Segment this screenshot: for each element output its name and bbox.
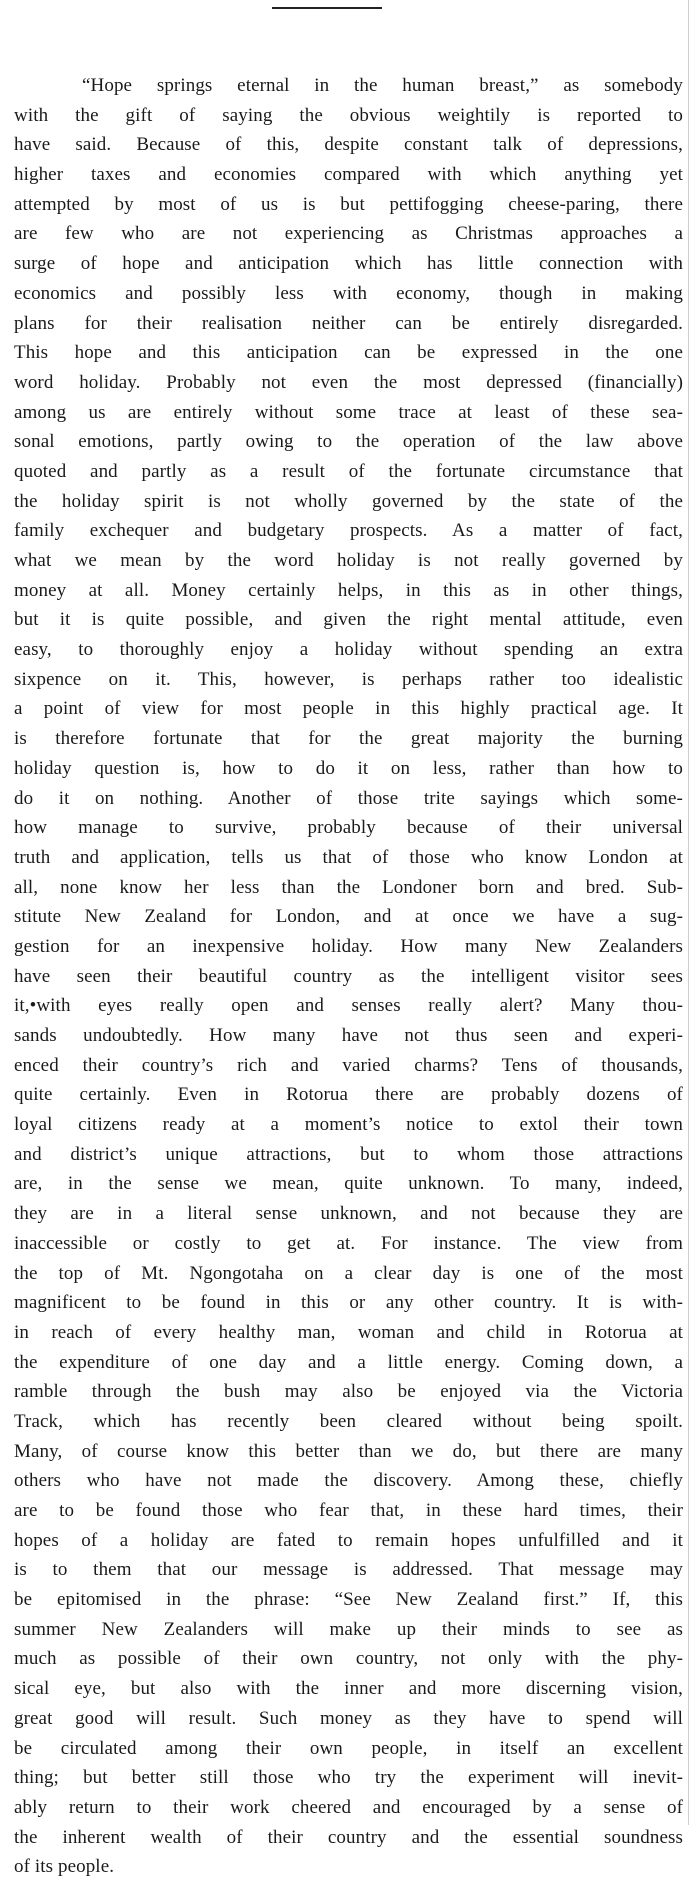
- article-line: are, in the sense we mean, quite unknown. To many, indeed,: [14, 1173, 683, 1195]
- article-line: stitute New Zealand for London, and at once we have a sug-: [14, 906, 683, 928]
- article-line: Many, of course know this better than we do, but there are many: [14, 1440, 683, 1462]
- article-line: quite certainly. Even in Rotorua there are probably dozens of: [14, 1084, 683, 1106]
- article-line: the expenditure of one day and a little energy. Coming down, a: [14, 1351, 683, 1373]
- article-line: are to be found those who fear that, in these hard times, their: [14, 1500, 683, 1521]
- article-line: others who have not made the discovery. Among these, chiefly: [14, 1470, 683, 1492]
- article-line: word holiday. Probably not even the most depressed (financially): [14, 371, 683, 393]
- article-line: Track, which has recently been cleared without being spoilt.: [14, 1410, 683, 1432]
- article-line: hopes of a holiday are fated to remain hopes unfulfilled and it: [14, 1529, 683, 1551]
- article-line: attempted by most of us is but pettifogging cheese-paring, there: [14, 193, 683, 215]
- column-divider: [688, 0, 689, 1825]
- article-line: the top of Mt. Ngongotaha on a clear day is one of the most: [14, 1262, 683, 1284]
- article-line: ramble through the bush may also be enjoyed via the Victoria: [14, 1381, 683, 1403]
- article-line: do it on nothing. Another of those trite sayings which some-: [14, 787, 683, 809]
- article-line: family exchequer and budgetary prospects. As a matter of fact,: [14, 520, 683, 542]
- article-line: be epitomised in the phrase: “See New Zealand first.” If, this: [14, 1589, 683, 1611]
- article-line: be circulated among their own people, in itself an excellent: [14, 1737, 683, 1759]
- article-line: great good will result. Such money as they have to spend will: [14, 1707, 683, 1729]
- article-line: a point of view for most people in this highly practical age. It: [14, 698, 683, 720]
- article-line: is therefore fortunate that for the great majority the burning: [14, 728, 683, 750]
- article-line: “Hope springs eternal in the human breast,” as somebody: [82, 75, 683, 96]
- column-rule: [272, 7, 382, 9]
- article-line: much as possible of their own country, not only with the phy-: [14, 1648, 683, 1670]
- article-line: the holiday spirit is not wholly governed by the state of the: [14, 490, 683, 512]
- article-line: sonal emotions, partly owing to the operation of the law above: [14, 431, 683, 453]
- article-line: summer New Zealanders will make up their minds to see as: [14, 1618, 683, 1640]
- article-line: among us are entirely without some trace at least of these sea-: [14, 401, 683, 423]
- article-line: of its people.: [14, 1856, 115, 1878]
- article-line: how manage to survive, probably because of their universal: [14, 817, 683, 839]
- article-line: sixpence on it. This, however, is perhaps rather too idealistic: [14, 668, 683, 690]
- editorial-article: [14, 71, 683, 1882]
- article-line: sical eye, but also with the inner and more discerning vision,: [14, 1678, 683, 1700]
- article-line: quoted and partly as a result of the fortunate circumstance that: [14, 460, 683, 482]
- article-line: are few who are not experiencing as Christmas approaches a: [14, 223, 683, 245]
- article-line: what we mean by the word holiday is not really governed by: [14, 550, 683, 571]
- article-line: ably return to their work cheered and encouraged by a sense of: [14, 1796, 683, 1818]
- article-line: higher taxes and economies compared with which anything yet: [14, 164, 683, 186]
- article-line: truth and application, tells us that of those who know London at: [14, 846, 683, 868]
- article-line: economics and possibly less with economy, though in making: [14, 282, 683, 304]
- article-line: enced their country’s rich and varied charms? Tens of thousands,: [14, 1054, 683, 1076]
- article-line: is to them that our message is addressed. That message may: [14, 1559, 683, 1581]
- article-line: sands undoubtedly. How many have not thus seen and experi-: [14, 1025, 683, 1046]
- article-line: with the gift of saying the obvious weightily is reported to: [14, 104, 683, 126]
- article-line: and district’s unique attractions, but to whom those attractions: [14, 1143, 683, 1165]
- article-line: holiday question is, how to do it on less, rather than how to: [14, 757, 683, 779]
- article-line: in reach of every healthy man, woman and child in Rotorua at: [14, 1321, 683, 1343]
- article-line: thing; but better still those who try the experiment will inevit-: [14, 1767, 683, 1789]
- article-line: the inherent wealth of their country and the essential soundness: [14, 1826, 683, 1848]
- article-line: inaccessible or costly to get at. For instance. The view from: [14, 1232, 683, 1254]
- article-line: gestion for an inexpensive holiday. How many New Zealanders: [14, 935, 683, 957]
- article-line: all, none know her less than the Londoner born and bred. Sub-: [14, 876, 683, 898]
- article-line: This hope and this anticipation can be expressed in the one: [14, 342, 683, 364]
- article-line: easy, to thoroughly enjoy a holiday without spending an extra: [14, 639, 683, 661]
- article-line: have seen their beautiful country as the intelligent visitor sees: [14, 965, 683, 987]
- article-line: they are in a literal sense unknown, and not because they are: [14, 1203, 683, 1225]
- article-line: loyal citizens ready at a moment’s notice to extol their town: [14, 1114, 683, 1136]
- article-line: it,•with eyes really open and senses really alert? Many thou-: [14, 995, 683, 1017]
- article-line: magnificent to be found in this or any other country. It is with-: [14, 1292, 683, 1314]
- article-line: surge of hope and anticipation which has little connection with: [14, 253, 683, 275]
- article-line: but it is quite possible, and given the right mental attitude, even: [14, 609, 683, 631]
- article-line: money at all. Money certainly helps, in this as in other things,: [14, 579, 683, 601]
- article-line: have said. Because of this, despite constant talk of depressions,: [14, 134, 683, 156]
- article-line: plans for their realisation neither can be entirely disregarded.: [14, 312, 683, 334]
